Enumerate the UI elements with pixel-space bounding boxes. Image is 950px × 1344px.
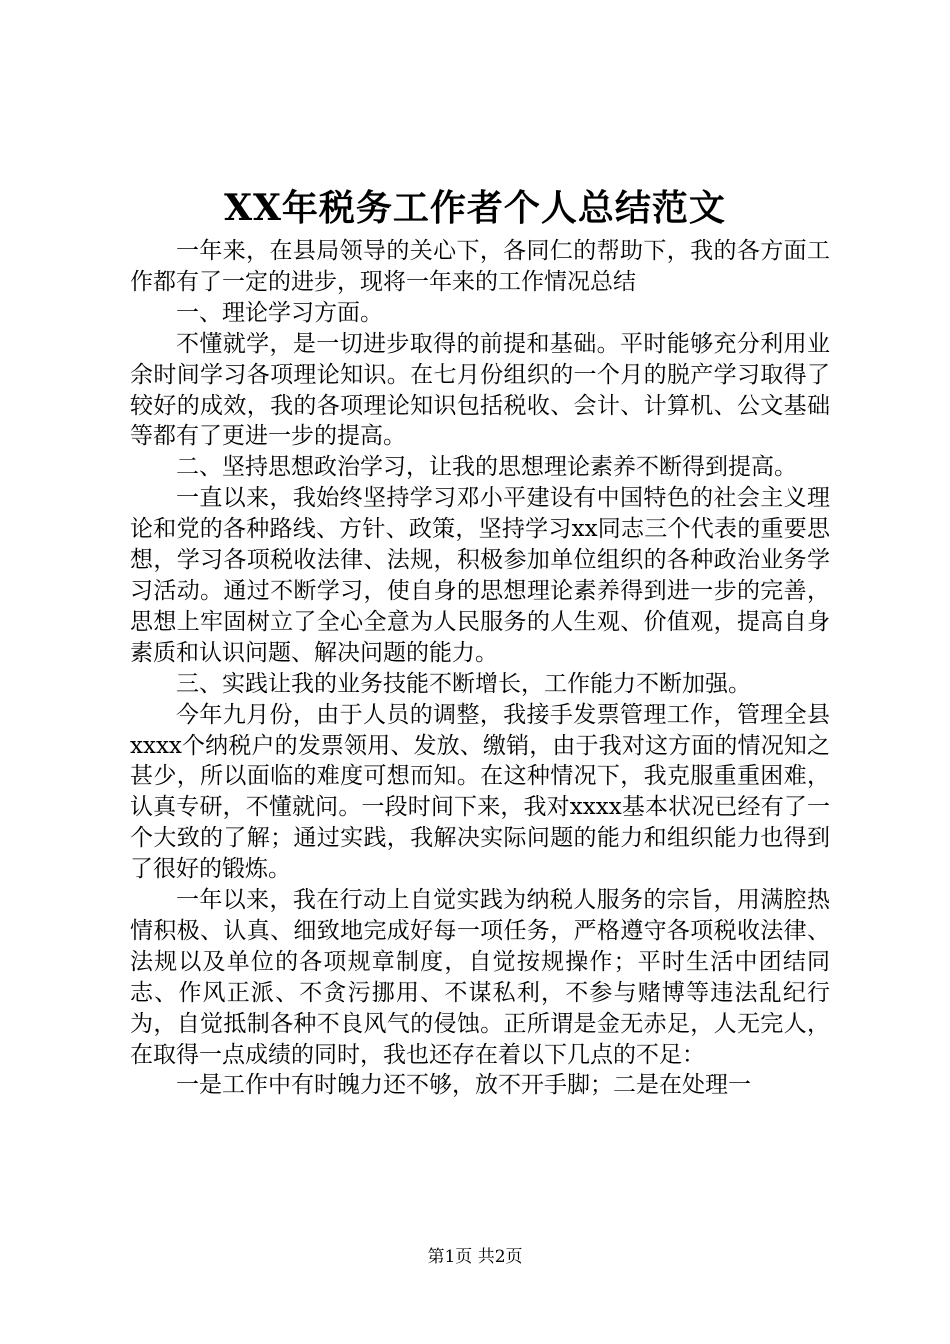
paragraph-intro: 一年来，在县局领导的关心下，各同仁的帮助下，我的各方面工作都有了一定的进步，现将一年来的工作情况总结 [130,238,830,295]
paragraph-service-conduct: 一年以来，我在行动上自觉实践为纳税人服务的宗旨，用满腔热情积极、认真、细致地完成好每一项任务，严格遵守各项税收法律、法规以及单位的各项规章制度，自觉按规操作；平时生活中团结同志、作风正派、不贪污挪用、不谋私利，不参与赌博等违法乱纪行为，自觉抵制各种不良风气的侵蚀。正所谓是金无赤足，人无完人，在取得一点成绩的同时，我也还存在着以下几点的不足： [130,887,830,1068]
paragraph-political-study: 一直以来，我始终坚持学习邓小平建设有中国特色的社会主义理论和党的各种路线、方针、政策，坚持学习xx同志三个代表的重要思想，学习各项税收法律、法规，积极参加单位组织的各种政治业务学习活动。通过不断学习，使自身的思想理论素养得到进一步的完善，思想上牢固树立了全心全意为人民服务的人生观、价值观，提高自身素质和认识问题、解决问题的能力。 [130,485,830,666]
page-number-footer: 第1页 共2页 [427,1247,523,1267]
paragraph-shortcomings: 一是工作中有时魄力还不够，放不开手脚；二是在处理一 [176,1072,751,1099]
document-title: XX年税务工作者个人总结范文 [224,187,726,229]
paragraph-invoice-management: 今年九月份，由于人员的调整，我接手发票管理工作，管理全县xxxx个纳税户的发票领用、发放、缴销，由于我对这方面的情况知之甚少，所以面临的难度可想而知。在这种情况下，我克服重重困难，认真专研，不懂就问。一段时间下来，我对xxxx基本状况已经有了一个大致的了解；通过实践，我解决实际问题的能力和组织能力也得到了很好的锻炼。 [130,701,830,883]
heading-practice: 三、实践让我的业务技能不断增长，工作能力不断加强。 [176,670,751,697]
heading-political-study: 二、坚持思想政治学习，让我的思想理论素养不断得到提高。 [176,454,797,481]
paragraph-theory-study: 不懂就学，是一切进步取得的前提和基础。平时能够充分利用业余时间学习各项理论知识。在七月份组织的一个月的脱产学习取得了较好的成效，我的各项理论知识包括税收、会计、计算机、公文基础等都有了更进一步的提高。 [130,330,830,450]
heading-theory-study: 一、理论学习方面。 [176,299,383,326]
document-body [130,236,830,1101]
